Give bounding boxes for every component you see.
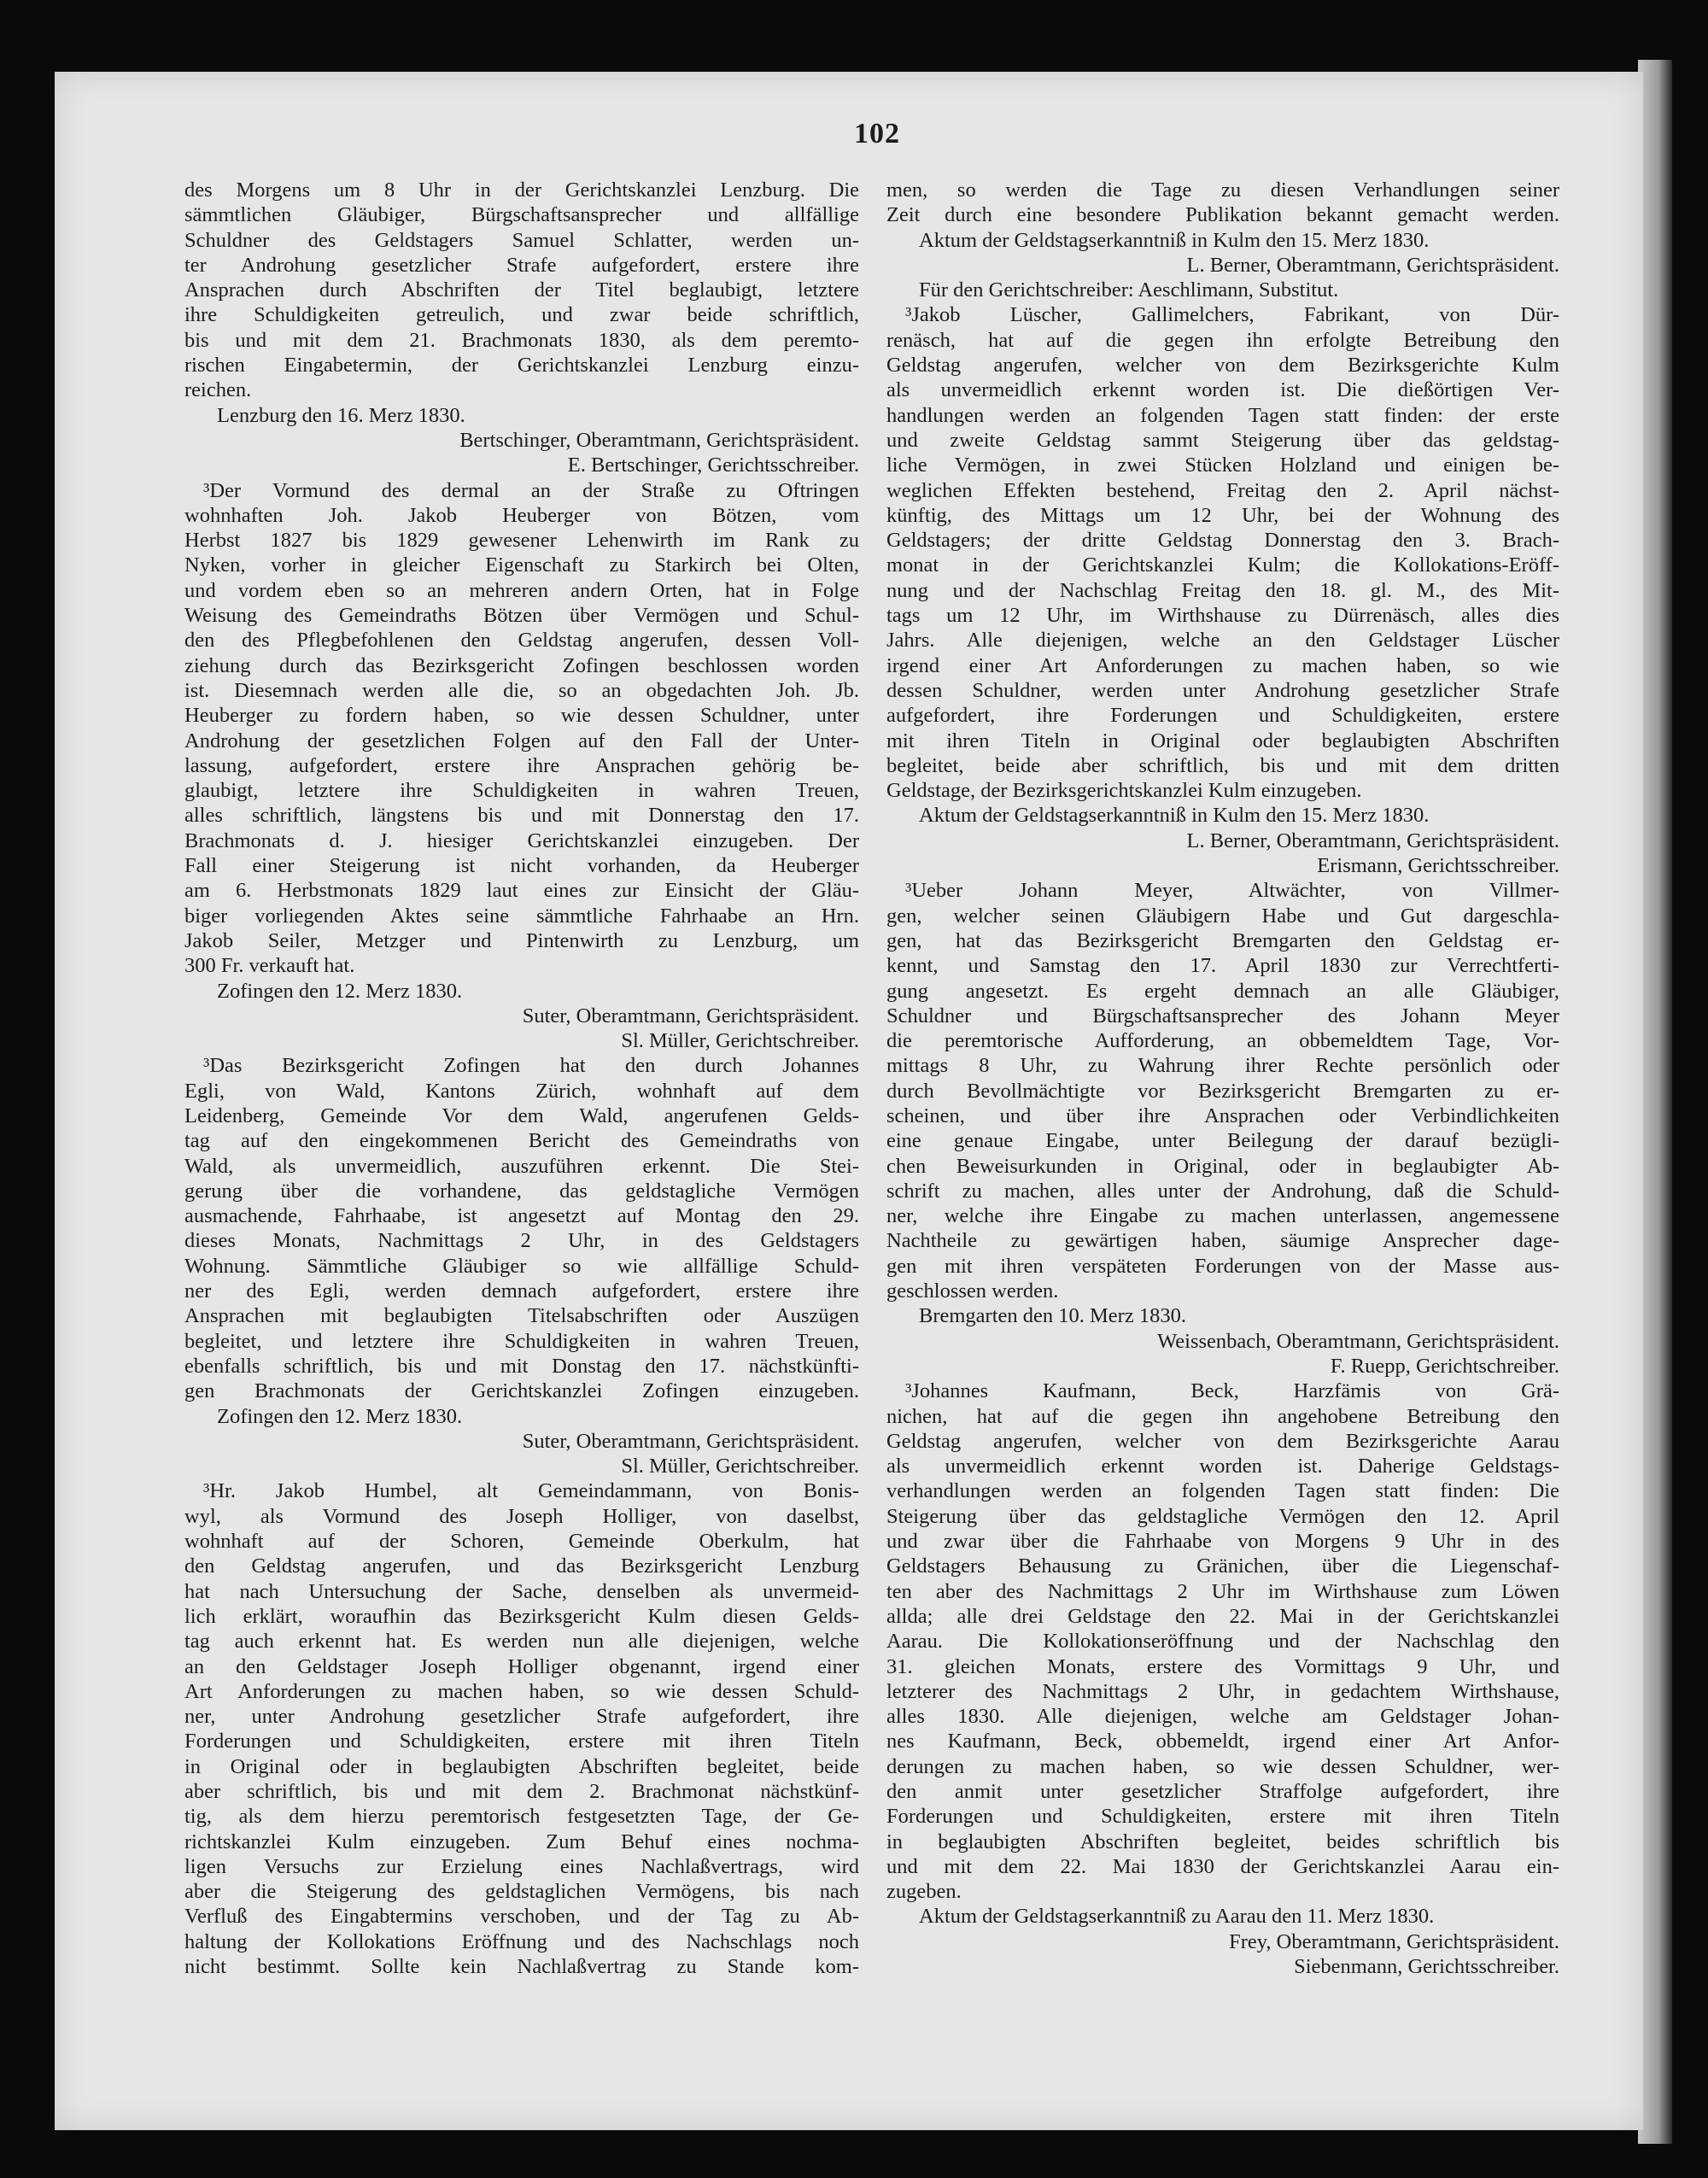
right-column xyxy=(886,178,1559,1979)
text-line: L. Berner, Oberamtmann, Gerichtspräsident. xyxy=(1186,253,1559,277)
text-line: Schuldner und Bürgschaftsansprecher des Johann Meyer xyxy=(886,1004,1559,1028)
text-line: Bertschinger, Oberamtmann, Gerichtspräsident. xyxy=(459,428,859,452)
text-line: lich erklärt, woraufhin das Bezirksgericht Kulm diesen Gelds- xyxy=(184,1604,859,1628)
text-line: sämmtlichen Gläubiger, Bürgschaftsansprecher und allfällige xyxy=(184,203,859,227)
text-line: Frey, Oberamtmann, Gerichtspräsident. xyxy=(1229,1929,1559,1953)
text-line: die peremtorische Aufforderung, an obbemeldtem Tage, Vor- xyxy=(886,1029,1559,1053)
text-line: gen Brachmonats der Gerichtskanzlei Zofingen einzugeben. xyxy=(184,1379,859,1403)
text-line: gung angesetzt. Es ergeht demnach an alle Gläubiger, xyxy=(886,979,1559,1003)
text-line: nicht bestimmt. Sollte kein Nachlaßvertrag zu Stande kom- xyxy=(184,1955,859,1979)
text-line: am 6. Herbstmonats 1829 laut eines zur Einsicht der Gläu- xyxy=(184,879,859,903)
text-line: rischen Eingabetermin, der Gerichtskanzlei Lenzburg einzu- xyxy=(184,354,859,378)
text-line: tig, als dem hierzu peremtorisch festgesetzten Tage, der Ge- xyxy=(184,1805,859,1829)
text-line: alles schriftlich, längstens bis und mit Donnerstag den 17. xyxy=(184,804,859,828)
text-line: lassung, aufgefordert, erstere ihre Ansprachen gehörig be- xyxy=(184,753,859,777)
text-line: aufgefordert, ihre Forderungen und Schuldigkeiten, erstere xyxy=(886,704,1559,728)
text-line: 300 Fr. verkauft hat. xyxy=(184,954,355,978)
text-line: ³Johannes Kaufmann, Beck, Harzfämis von Grä- xyxy=(905,1379,1559,1403)
text-line: mit ihren Titeln in Original oder beglaubigten Abschriften xyxy=(886,729,1559,752)
text-line: begleitet, und letztere ihre Schuldigkeiten in wahren Treuen, xyxy=(184,1329,859,1353)
text-line: und zweite Geldstag sammt Steigerung über das geldstag- xyxy=(886,428,1559,452)
text-line: derungen zu machen haben, so wie dessen Schuldner, wer- xyxy=(886,1754,1559,1778)
text-line: Herbst 1827 bis 1829 gewesener Lehenwirth im Rank zu xyxy=(184,529,859,553)
text-line: weglichen Effekten bestehend, Freitag den 2. April nächst- xyxy=(886,478,1559,502)
text-line: aber schriftlich, bis und mit dem 2. Brachmonat nächstkünf- xyxy=(184,1780,859,1803)
text-line: als unvermeidlich erkennt worden ist. Die dießörtigen Ver- xyxy=(886,378,1559,402)
text-line: begleitet, beide aber schriftlich, bis und mit dem dritten xyxy=(886,753,1559,777)
text-line: tag auch erkennt hat. Es werden nun alle diejenigen, welche xyxy=(184,1630,859,1654)
text-line: Weisung des Gemeindraths Bötzen über Vermögen und Schul- xyxy=(184,604,859,628)
text-line: Egli, von Wald, Kantons Zürich, wohnhaft auf dem xyxy=(184,1079,859,1103)
text-line: gerung über die vorhandene, das geldstagliche Vermögen xyxy=(184,1179,859,1203)
text-line: 31. gleichen Monats, erstere des Vormittags 9 Uhr, und xyxy=(886,1654,1559,1678)
text-line: irgend einer Art Anforderungen zu machen haben, so wie xyxy=(886,653,1559,677)
text-line: letzterer des Nachmittags 2 Uhr, in gedachtem Wirthshause, xyxy=(886,1679,1559,1703)
text-line: Geldstag angerufen, welcher von dem Bezirksgerichte Aarau xyxy=(886,1429,1559,1453)
text-line: renäsch, hat auf die gegen ihn erfolgte Betreibung den xyxy=(886,328,1559,352)
text-line: schrift zu machen, alles unter der Androhung, daß die Schuld- xyxy=(886,1179,1559,1203)
text-line: Sl. Müller, Gerichtschreiber. xyxy=(621,1029,859,1053)
text-line: den des Pflegbefohlenen den Geldstag angerufen, dessen Voll- xyxy=(184,629,859,653)
text-line: zugeben. xyxy=(886,1880,962,1904)
text-line: Aktum der Geldstagserkanntniß in Kulm den 15. Merz 1830. xyxy=(919,228,1430,252)
text-line: chen Beweisurkunden in Original, oder in beglaubigter Ab- xyxy=(886,1154,1559,1178)
text-line: haltung der Kollokations Eröffnung und des Nachschlags noch xyxy=(184,1929,859,1953)
text-line: geschlossen werden. xyxy=(886,1279,1059,1303)
text-line: Erismann, Gerichtsschreiber. xyxy=(1317,854,1559,878)
text-line: gen mit ihren verspäteten Forderungen von der Masse aus- xyxy=(886,1254,1559,1278)
text-line: Zofingen den 12. Merz 1830. xyxy=(217,979,463,1003)
adjacent-page-edge xyxy=(1638,60,1672,2144)
text-line: ausmachende, Fahrhaabe, ist angesetzt auf Montag den 29. xyxy=(184,1204,859,1228)
text-line: Geldstag angerufen, welcher von dem Bezirksgerichte Kulm xyxy=(886,354,1559,378)
text-line: nichen, hat auf die gegen ihn angehobene Betreibung den xyxy=(886,1404,1559,1428)
text-line: Wald, als unvermeidlich, auszuführen erkennt. Die Stei- xyxy=(184,1154,859,1178)
text-line: handlungen werden an folgenden Tagen statt finden: der erste xyxy=(886,403,1559,427)
text-line: mittags 8 Uhr, zu Wahrung ihrer Rechte persönlich oder xyxy=(886,1054,1559,1078)
text-line: men, so werden die Tage zu diesen Verhandlungen seiner xyxy=(886,179,1559,202)
text-line: Verfluß des Eingabtermins verschoben, und der Tag zu Ab- xyxy=(184,1905,859,1929)
text-line: ner, welche ihre Eingabe zu machen unterlassen, angemessene xyxy=(886,1204,1559,1228)
text-line: aber die Steigerung des geldstaglichen Vermögens, bis nach xyxy=(184,1880,859,1904)
text-line: verhandlungen werden an folgenden Tagen statt finden: Die xyxy=(886,1479,1559,1503)
text-line: Schuldner des Geldstagers Samuel Schlatter, werden un- xyxy=(184,228,859,252)
text-line: Forderungen und Schuldigkeiten, erstere mit ihren Titeln xyxy=(184,1730,859,1754)
text-line: Brachmonats d. J. hiesiger Gerichtskanzlei einzugeben. Der xyxy=(184,828,859,852)
text-line: künftig, des Mittags um 12 Uhr, bei der Wohnung des xyxy=(886,503,1559,527)
text-line: in Original oder in beglaubigten Abschriften begleitet, beide xyxy=(184,1754,859,1778)
text-line: glaubigt, letztere ihre Schuldigkeiten in wahren Treuen, xyxy=(184,779,859,803)
text-line: Sl. Müller, Gerichtschreiber. xyxy=(621,1455,859,1478)
text-line: Zeit durch eine besondere Publikation bekannt gemacht werden. xyxy=(886,203,1559,227)
text-line: reichen. xyxy=(184,378,252,402)
text-line: Ansprachen durch Abschriften der Titel beglaubigt, letztere xyxy=(184,278,859,302)
page-number: 102 xyxy=(854,118,900,149)
text-line: ter Androhung gesetzlicher Strafe aufgefordert, erstere ihre xyxy=(184,253,859,277)
text-line: und vordem eben so an mehreren andern Orten, hat in Folge xyxy=(184,578,859,602)
text-line: Zofingen den 12. Merz 1830. xyxy=(217,1404,463,1428)
text-line: den Geldstag angerufen, und das Bezirksgericht Lenzburg xyxy=(184,1554,859,1578)
text-line: den anmit unter gesetzlicher Straffolge aufgefordert, ihre xyxy=(886,1780,1559,1803)
text-line: eine genaue Eingabe, unter Beilegung der darauf bezügli- xyxy=(886,1129,1559,1153)
text-line: ³Der Vormund des dermal an der Straße zu Oftringen xyxy=(203,478,859,502)
text-line: ner, unter Androhung gesetzlicher Strafe aufgefordert, ihre xyxy=(184,1705,859,1729)
text-line: dieses Monats, Nachmittags 2 Uhr, in des Geldstagers xyxy=(184,1229,859,1253)
text-line: liche Vermögen, in zwei Stücken Holzland und einigen be- xyxy=(886,454,1559,477)
text-line: ner des Egli, werden demnach aufgefordert, erstere ihre xyxy=(184,1279,859,1303)
text-line: Leidenberg, Gemeinde Vor dem Wald, angerufenen Gelds- xyxy=(184,1104,859,1127)
text-line: dessen Schuldner, werden unter Androhung gesetzlicher Strafe xyxy=(886,678,1559,702)
text-line: Wohnung. Sämmtliche Gläubiger so wie allfällige Schuld- xyxy=(184,1254,859,1278)
text-line: Forderungen und Schuldigkeiten, erstere mit ihren Titeln xyxy=(886,1805,1559,1829)
text-line: durch Bevollmächtigte vor Bezirksgericht Bremgarten zu er- xyxy=(886,1079,1559,1103)
text-line: in beglaubigten Abschriften begleitet, beides schriftlich bis xyxy=(886,1830,1559,1853)
text-line: Aarau. Die Kollokationseröffnung und der Nachschlag den xyxy=(886,1630,1559,1654)
text-line: wyl, als Vormund des Joseph Holliger, von daselbst, xyxy=(184,1504,859,1528)
text-line: als unvermeidlich erkennt worden ist. Daherige Geldstags- xyxy=(886,1455,1559,1478)
text-line: Art Anforderungen zu machen haben, so wie dessen Schuld- xyxy=(184,1679,859,1703)
text-line: nes Kaufmann, Beck, obbemeldt, irgend einer Art Anfor- xyxy=(886,1730,1559,1754)
text-line: tag auf den eingekommenen Bericht des Gemeindraths von xyxy=(184,1129,859,1153)
text-line: Nyken, vorher in gleicher Eigenschaft zu Starkirch bei Olten, xyxy=(184,553,859,577)
text-line: Weissenbach, Oberamtmann, Gerichtspräsident. xyxy=(1157,1329,1559,1353)
left-column xyxy=(184,178,859,1979)
text-line: Geldstagers; der dritte Geldstag Donnerstag den 3. Brach- xyxy=(886,529,1559,553)
text-line: ebenfalls schriftlich, bis und mit Donstag den 17. nächstkünfti- xyxy=(184,1354,859,1378)
text-line: richtskanzlei Kulm einzugeben. Zum Behuf eines nochma- xyxy=(184,1830,859,1853)
text-line: allda; alle drei Geldstage den 22. Mai in der Gerichtskanzlei xyxy=(886,1604,1559,1628)
text-line: Steigerung über das geldstagliche Vermögen den 12. April xyxy=(886,1504,1559,1528)
text-line: hat nach Untersuchung der Sache, denselben als unvermeid- xyxy=(184,1579,859,1603)
text-line: Androhung der gesetzlichen Folgen auf den Fall der Unter- xyxy=(184,729,859,752)
text-line: Ansprachen mit beglaubigten Titelsabschriften oder Auszügen xyxy=(184,1304,859,1328)
text-line: biger vorliegenden Aktes seine sämmtliche Fahrhaabe an Hrn. xyxy=(184,904,859,928)
text-line: Fall einer Steigerung ist nicht vorhanden, da Heuberger xyxy=(184,854,859,878)
text-line: ³Jakob Lüscher, Gallimelchers, Fabrikant, von Dür- xyxy=(905,303,1559,327)
text-line: wohnhaften Joh. Jakob Heuberger von Bötzen, vom xyxy=(184,503,859,527)
text-line: alles 1830. Alle diejenigen, welche am Geldstager Johan- xyxy=(886,1705,1559,1729)
text-line: Aktum der Geldstagserkanntniß zu Aarau den 11. Merz 1830. xyxy=(919,1905,1435,1929)
text-line: scheinen, und über ihre Ansprachen oder Verbindlichkeiten xyxy=(886,1104,1559,1127)
text-line: kennt, und Samstag den 17. April 1830 zur Verrechtferti- xyxy=(886,954,1559,978)
text-line: Suter, Oberamtmann, Gerichtspräsident. xyxy=(522,1429,859,1453)
text-line: tags um 12 Uhr, im Wirthshause zu Dürrenäsch, alles dies xyxy=(886,604,1559,628)
text-line: ist. Diesemnach werden alle die, so an obgedachten Joh. Jb. xyxy=(184,678,859,702)
text-line: Suter, Oberamtmann, Gerichtspräsident. xyxy=(522,1004,859,1028)
text-line: gen, hat das Bezirksgericht Bremgarten den Geldstag er- xyxy=(886,928,1559,952)
text-line: bis und mit dem 21. Brachmonats 1830, als dem peremto- xyxy=(184,328,859,352)
text-line: ziehung durch das Bezirksgericht Zofingen beschlossen worden xyxy=(184,653,859,677)
text-line: nung und der Nachschlag Freitag den 18. gl. M., des Mit- xyxy=(886,578,1559,602)
text-line: des Morgens um 8 Uhr in der Gerichtskanzlei Lenzburg. Die xyxy=(184,179,859,202)
text-line: Heuberger zu fordern haben, so wie dessen Schuldner, unter xyxy=(184,704,859,728)
text-line: ihre Schuldigkeiten getreulich, und zwar beide schriftlich, xyxy=(184,303,859,327)
text-line: L. Berner, Oberamtmann, Gerichtspräsident. xyxy=(1186,828,1559,852)
text-line: ³Ueber Johann Meyer, Altwächter, von Villmer- xyxy=(905,879,1559,903)
text-line: Siebenmann, Gerichtsschreiber. xyxy=(1294,1955,1559,1979)
text-line: Nachtheile zu gewärtigen haben, säumige Ansprecher dage- xyxy=(886,1229,1559,1253)
text-line: Jahrs. Alle diejenigen, welche an den Geldstager Lüscher xyxy=(886,629,1559,653)
text-line: monat in der Gerichtskanzlei Kulm; die Kollokations-Eröff- xyxy=(886,553,1559,577)
text-line: gen, welcher seinen Gläubigern Habe und Gut dargeschla- xyxy=(886,904,1559,928)
text-line: wohnhaft auf der Schoren, Gemeinde Oberkulm, hat xyxy=(184,1530,859,1554)
text-line: Jakob Seiler, Metzger und Pintenwirth zu Lenzburg, um xyxy=(184,928,859,952)
text-line: ten aber des Nachmittags 2 Uhr im Wirthshause zum Löwen xyxy=(886,1579,1559,1603)
text-line: Geldstagers Behausung zu Gränichen, über die Liegenschaf- xyxy=(886,1554,1559,1578)
text-line: Lenzburg den 16. Merz 1830. xyxy=(217,403,465,427)
text-line: F. Ruepp, Gerichtschreiber. xyxy=(1330,1354,1559,1378)
text-line: Aktum der Geldstagserkanntniß in Kulm den 15. Merz 1830. xyxy=(919,804,1430,828)
text-line: ³Das Bezirksgericht Zofingen hat den durch Johannes xyxy=(203,1054,859,1078)
text-line: ligen Versuchs zur Erzielung eines Nachlaßvertrags, wird xyxy=(184,1854,859,1878)
text-line: Für den Gerichtschreiber: Aeschlimann, Substitut. xyxy=(919,278,1339,302)
text-line: Geldstage, der Bezirksgerichtskanzlei Kulm einzugeben. xyxy=(886,779,1362,803)
text-line: und zwar über die Fahrhaabe von Morgens 9 Uhr in des xyxy=(886,1530,1559,1554)
text-line: Bremgarten den 10. Merz 1830. xyxy=(919,1304,1186,1328)
text-line: ³Hr. Jakob Humbel, alt Gemeindammann, von Bonis- xyxy=(203,1479,859,1503)
text-line: an den Geldstager Joseph Holliger obgenannt, irgend einer xyxy=(184,1654,859,1678)
text-line: E. Bertschinger, Gerichtsschreiber. xyxy=(567,454,859,477)
text-line: und mit dem 22. Mai 1830 der Gerichtskanzlei Aarau ein- xyxy=(886,1854,1559,1878)
